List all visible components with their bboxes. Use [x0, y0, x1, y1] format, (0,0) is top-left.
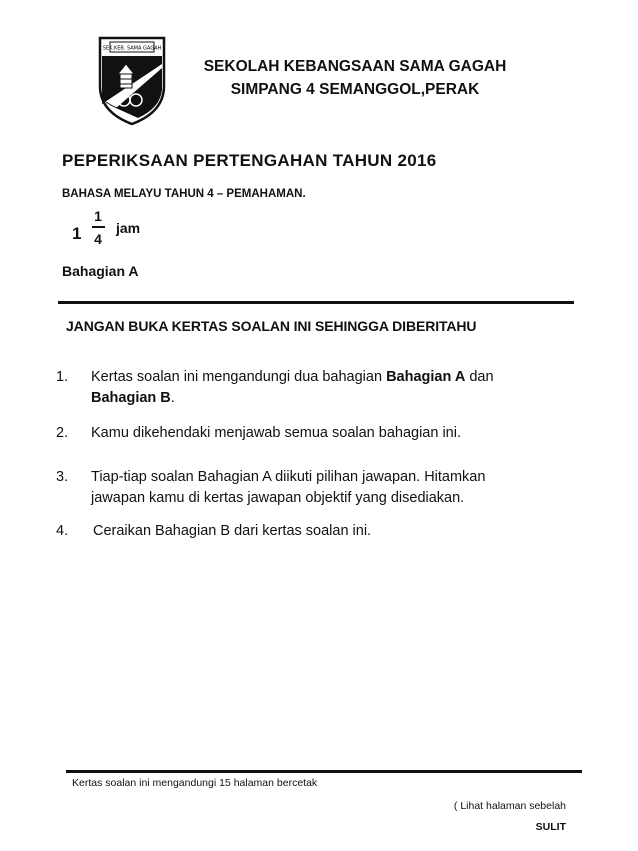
instruction-bold: Bahagian B [91, 390, 171, 406]
instruction-3 [56, 467, 536, 509]
fraction-bar [92, 226, 105, 228]
next-page-note: ( Lihat halaman sebelah [453, 800, 566, 812]
warning-text: JANGAN BUKA KERTAS SOALAN INI SEHINGGA DIBERITAHU [66, 318, 477, 334]
duration-fraction [90, 208, 106, 247]
svg-text:SEK.KEB. SAMA GAGAH: SEK.KEB. SAMA GAGAH [102, 45, 162, 52]
instruction-number: 3. [56, 469, 69, 485]
school-name: SEKOLAH KEBANGSAAN SAMA GAGAH [203, 58, 507, 75]
instruction-text: . [170, 390, 175, 406]
instruction-number: 4. [56, 523, 69, 539]
exam-title: PEPERIKSAAN PERTENGAHAN TAHUN 2016 [62, 151, 437, 170]
divider-top [58, 301, 574, 304]
duration-numerator: 1 [94, 208, 102, 224]
instruction-2 [56, 423, 536, 444]
instruction-number: 1. [56, 369, 69, 385]
instruction-text: Kertas soalan ini mengandungi dua bahagian [91, 369, 387, 385]
instruction-bold: Bahagian A [386, 369, 466, 385]
duration-whole: 1 [72, 224, 82, 243]
instruction-text: Kamu dikehendaki menjawab semua soalan bahagian ini. [91, 425, 461, 441]
page-count-note: Kertas soalan ini mengandungi 15 halaman bercetak [72, 777, 318, 789]
exam-subject: BAHASA MELAYU TAHUN 4 – PEMAHAMAN. [62, 188, 306, 200]
confidential-label: SULIT [535, 821, 566, 833]
instruction-text: Tiap-tiap soalan Bahagian A diikuti pilihan jawapan. Hitamkan [91, 469, 486, 485]
duration-unit: jam [116, 220, 141, 236]
divider-bottom [66, 770, 582, 773]
instruction-1 [56, 367, 536, 409]
instruction-number: 2. [56, 425, 69, 441]
duration-denominator: 4 [94, 230, 102, 247]
instruction-4 [56, 521, 536, 542]
instruction-text: jawapan kamu di kertas jawapan objektif yang disediakan. [91, 490, 465, 506]
section-label: Bahagian A [62, 263, 139, 279]
instruction-text: dan [465, 369, 494, 385]
instruction-text: Ceraikan Bahagian B dari kertas soalan ini. [93, 523, 372, 539]
school-crest-icon [96, 34, 168, 126]
school-address: SIMPANG 4 SEMANGGOL,PERAK [230, 81, 480, 98]
